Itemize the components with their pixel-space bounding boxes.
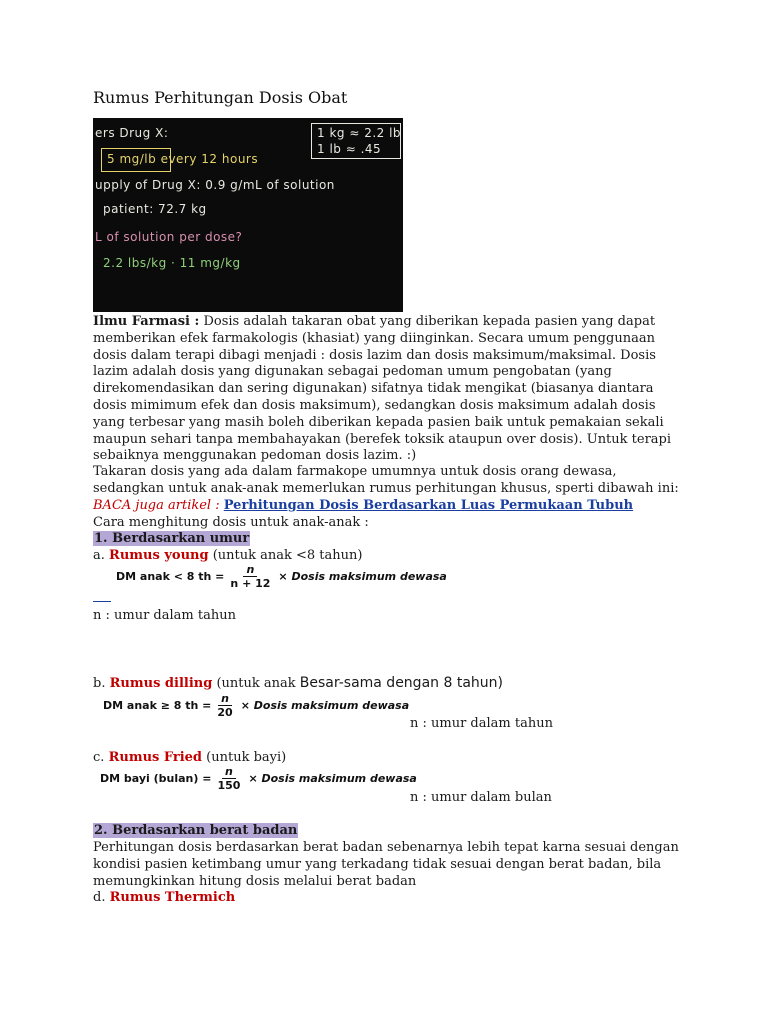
young-prefix: a. [93,548,105,563]
young-desc: (untuk anak <8 tahun) [208,548,363,563]
dilling-numerator: n [218,692,232,706]
dilling-desc-2: Besar-sama dengan 8 tahun) [299,675,503,691]
fried-formula-left: DM bayi (bulan) = [100,772,212,785]
board-text-patient: patient: 72.7 kg [103,202,207,216]
dilling-formula-right: × Dosis maksimum dewasa [240,699,410,712]
dilling-desc: (untuk anak [212,676,300,691]
board-text-calc: 2.2 lbs/kg · 11 mg/kg [103,256,241,270]
young-fraction [227,563,273,590]
dilling-heading [93,675,683,693]
fried-denominator: 150 [217,779,241,792]
dilling-formula [103,692,409,719]
fried-note: n : umur dalam bulan [410,790,552,805]
thermich-name: Rumus Thermich [109,890,236,905]
section-umur [93,531,683,548]
intro-body: Dosis adalah takaran obat yang diberikan kepada pasien yang dapat memberikan efek farmakologis (khasiat) yang diinginkan. Secara umum penggunaan dosis dalam terapi dibagi menjadi : dosis lazim dan dosis maksimum/maksimal. Dosis lazim adalah dosis yang digunakan sebagai pedoman umum pengobatan (yang direkomendasikan dan sering digunakan) sifatnya tidak mengikat (biasanya diantara dosis mimimum efek dan dosis maksimum), sedangkan dosis maksimum adalah dosis yang terbesar yang masih boleh diberikan kepada pasien baik untuk pemakaian sekali maupun sehari tanpa membahayakan (berefek toksik ataupun over dosis). Untuk terapi sebaiknya menggunakan pedoman dosis lazim. :) [93,314,672,464]
cara-line: Cara menghitung dosis untuk anak-anak : [93,515,369,530]
paragraph-takaran: Takaran dosis yang ada dalam farmakope umumnya untuk dosis orang dewasa, sedangkan untuk anak-anak memerlukan rumus perhitungan khusus, sperti dibawah ini: [93,464,679,496]
dilling-prefix: b. [93,676,106,691]
young-formula-right: × Dosis maksimum dewasa [278,570,447,583]
baca-label: BACA juga artikel : [93,498,220,513]
dilling-fraction [214,692,235,719]
baca-line [93,498,683,515]
board-text-supply: upply of Drug X: 0.9 g/mL of solution [95,178,335,192]
fried-name: Rumus Fried [108,750,203,765]
young-denominator: n + 12 [230,577,271,590]
young-note: n : umur dalam tahun [93,608,236,623]
chalkboard-image [93,118,403,312]
intro-lead: Ilmu Farmasi : [93,314,200,329]
board-text-kg: 1 kg ≈ 2.2 lb [317,126,402,140]
young-formula-left: DM anak < 8 th = [116,570,225,583]
board-text-lb: 1 lb ≈ .45 [317,142,382,156]
article-link[interactable]: Perhitungan Dosis Berdasarkan Luas Permukaan Tubuh [223,498,634,513]
section-umur-heading: 1. Berdasarkan umur [94,531,250,546]
dilling-denominator: 20 [217,706,233,719]
young-name: Rumus young [109,548,209,563]
dilling-name: Rumus dilling [109,676,213,691]
fried-formula [100,765,417,792]
fried-fraction [214,765,243,792]
page-title: Rumus Perhitungan Dosis Obat [93,88,348,107]
young-formula [116,563,447,590]
fried-numerator: n [222,765,236,779]
young-numerator: n [243,563,257,577]
section-berat [93,823,683,840]
board-text-dose: 5 mg/lb every 12 hours [107,152,259,166]
board-text-drug: ers Drug X: [95,126,169,140]
section-berat-heading: 2. Berdasarkan berat badan [94,823,298,838]
thermich-prefix: d. [93,890,106,905]
thermich-heading [93,890,683,907]
paragraph-berat: Perhitungan dosis berdasarkan berat badan sebenarnya lebih tepat karna sesuai dengan kondisi pasien ketimbang umur yang terkadang tidak sesuai dengan berat badan, bila memungkinkan hitung dosis melalui berat badan [93,840,679,889]
empty-link-underline[interactable] [93,601,111,602]
dilling-formula-left: DM anak ≥ 8 th = [103,699,212,712]
board-text-question: L of solution per dose? [95,230,243,244]
fried-desc: (untuk bayi) [202,750,287,765]
dilling-note: n : umur dalam tahun [410,716,553,731]
fried-formula-right: × Dosis maksimum dewasa [248,772,417,785]
intro-paragraph [93,314,683,465]
fried-prefix: c. [93,750,105,765]
